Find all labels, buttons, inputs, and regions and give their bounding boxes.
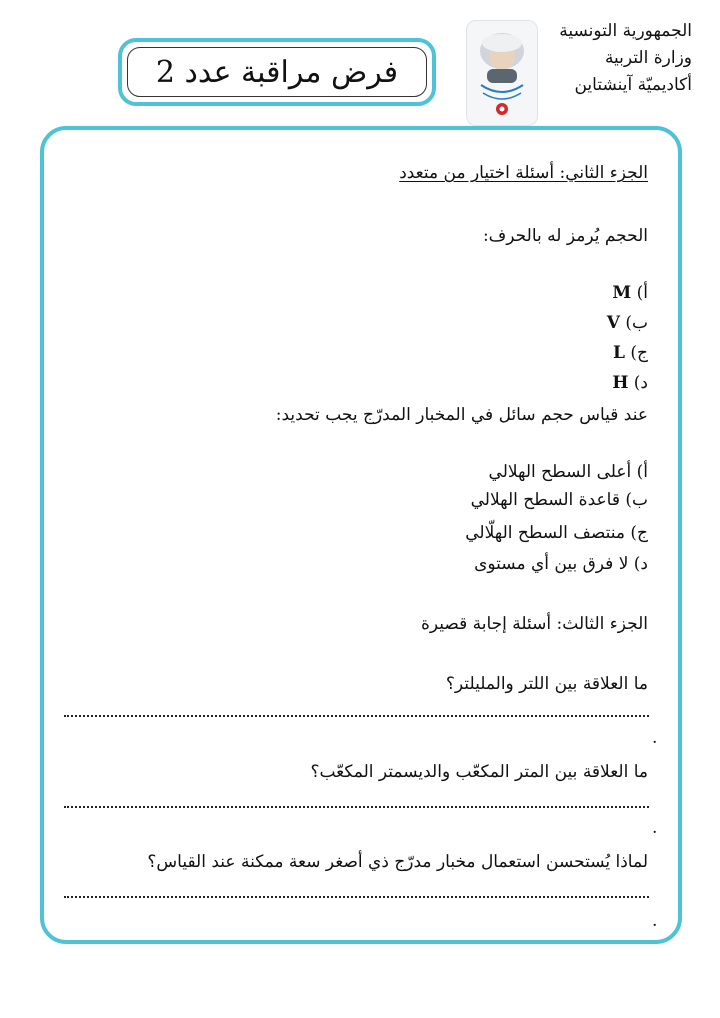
q2-option-b: ب) قاعدة السطح الهلالي: [470, 490, 648, 510]
q1-option-a: [612, 283, 648, 303]
part3-heading: الجزء الثالث: أسئلة إجابة قصيرة: [420, 614, 648, 634]
option-value: L: [613, 343, 625, 363]
part2-heading: الجزء الثاني: أسئلة اختيار من متعدد: [399, 163, 648, 183]
answer-line: [64, 806, 649, 808]
answer-line: [64, 896, 649, 898]
academy-name: أكاديميّة آينشتاين: [574, 75, 692, 95]
part3-question-3: لماذا يُستحسن استعمال مخبار مدرّج ذي أصغر سعة ممكنة عند القياس؟: [147, 852, 648, 872]
q1-option-b: [607, 313, 648, 333]
option-letter: د): [633, 373, 648, 393]
option-value: H: [612, 373, 629, 393]
option-value: V: [606, 313, 620, 333]
answer-end-mark: .: [652, 818, 658, 838]
option-letter: أ): [636, 283, 648, 303]
q2-question: عند قياس حجم سائل في المخبار المدرّج يجب تحديد:: [275, 405, 648, 425]
header-block: [522, 18, 692, 99]
country-name: الجمهورية التونسية: [559, 21, 692, 41]
answer-end-mark: .: [652, 728, 658, 748]
part3-question-1: ما العلاقة بين اللتر والمليلتر؟: [445, 674, 648, 694]
exam-title: فرض مراقبة عدد 2: [127, 47, 427, 97]
q2-option-c: ج) منتصف السطح الهلّالي: [465, 523, 648, 543]
option-letter: ب): [625, 313, 648, 333]
exam-title-box: [118, 38, 436, 106]
q2-option-a: أ) أعلى السطح الهلالي: [488, 462, 648, 482]
q1-option-d: [612, 373, 648, 393]
answer-line: [64, 715, 649, 717]
q1-option-c: [613, 343, 648, 363]
option-value: M: [612, 283, 632, 303]
q2-option-d: د) لا فرق بين أي مستوى: [474, 554, 648, 574]
academy-logo: [466, 20, 538, 126]
answer-end-mark: .: [652, 911, 658, 931]
ministry-name: وزارة التربية: [604, 48, 692, 68]
part3-question-2: ما العلاقة بين المتر المكعّب والديسمتر المكعّب؟: [310, 762, 648, 782]
q1-question: الحجم يُرمز له بالحرف:: [482, 226, 648, 246]
option-letter: ج): [630, 343, 648, 363]
